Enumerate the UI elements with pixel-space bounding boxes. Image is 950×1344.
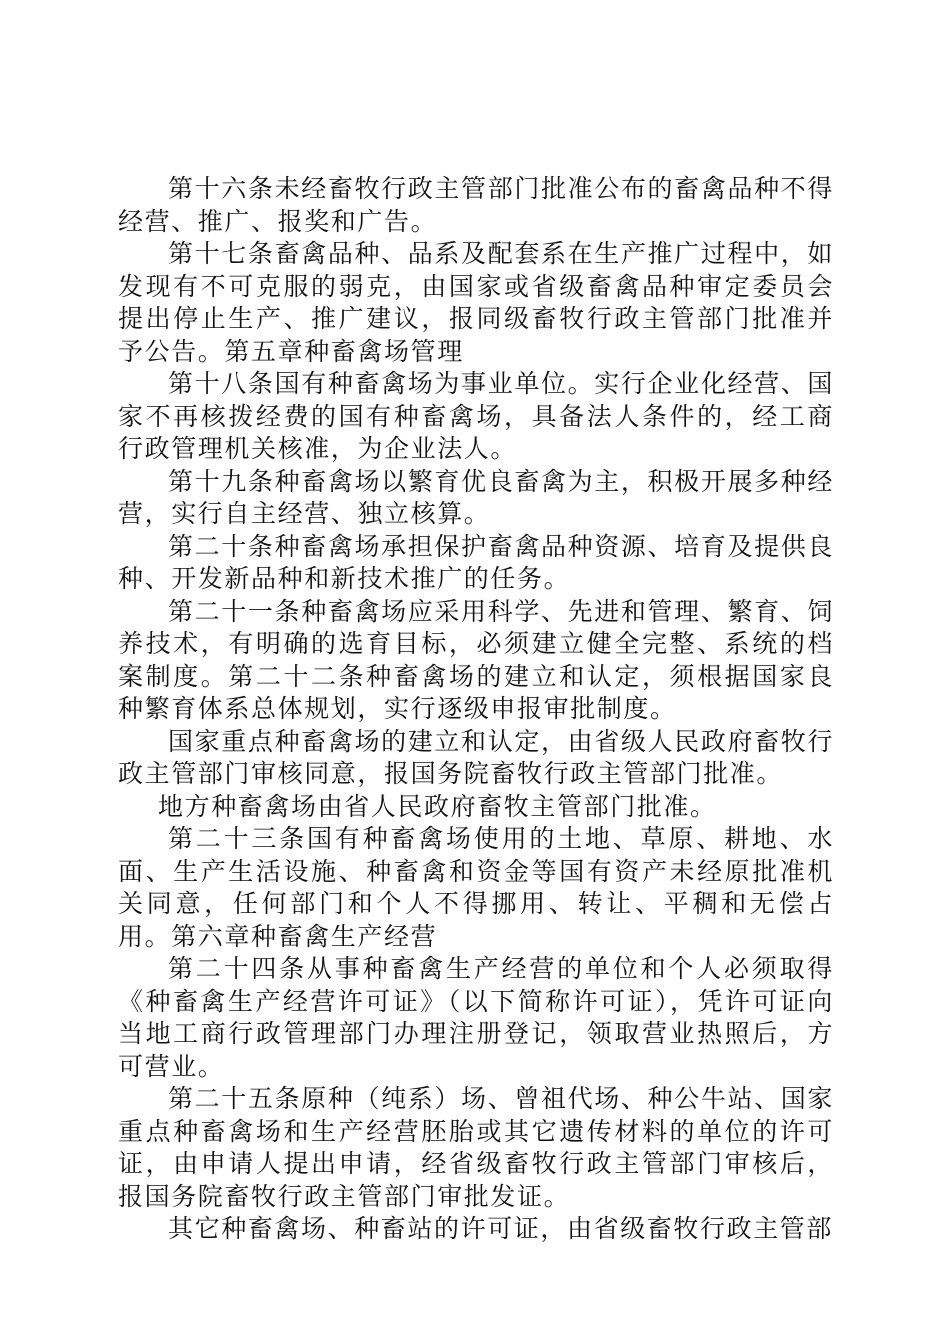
paragraph-article-24: 第二十四条从事种畜禽生产经营的单位和个人必须取得《种畜禽生产经营许可证》（以下简称许可证），凭许可证向当地工商行政管理部门办理注册登记，领取营业热照后，方可营业。	[118, 954, 834, 1081]
paragraph-article-19: 第十九条种畜禽场以繁育优良畜禽为主，积极开展多种经营，实行自主经营、独立核算。	[118, 466, 834, 528]
paragraph-article-16: 第十六条未经畜牧行政主管部门批准公布的畜禽品种不得经营、推广、报奖和广告。	[118, 174, 834, 236]
paragraph-article-17: 第十七条畜禽品种、品系及配套系在生产推广过程中，如发现有不可克服的弱克，由国家或省级畜禽品种审定委员会提出停止生产、推广建议，报同级畜牧行政主管部门批准并予公告。第五章种畜禽场管理	[118, 239, 834, 366]
paragraph-article-25: 第二十五条原种（纯系）场、曾祖代场、种公牛站、国家重点种畜禽场和生产经营胚胎或其它遗传材料的单位的许可证，由申请人提出申请，经省级畜牧行政主管部门审核后，报国务院畜牧行政主管部门审批发证。	[118, 1084, 834, 1211]
paragraph-article-21: 第二十一条种畜禽场应采用科学、先进和管理、繁育、饲养技术，有明确的选育目标，必须建立健全完整、系统的档案制度。第二十二条种畜禽场的建立和认定，须根据国家良种繁育体系总体规划，实行逐级申报审批制度。	[118, 596, 834, 723]
paragraph-article-23: 第二十三条国有种畜禽场使用的土地、草原、耕地、水面、生产生活设施、种畜禽和资金等国有资产未经原批准机关同意，任何部门和个人不得挪用、转让、平稠和无偿占用。第六章种畜禽生产经营	[118, 824, 834, 951]
paragraph-other-permits: 其它种畜禽场、种畜站的许可证，由省级畜牧行政主管部	[168, 1214, 834, 1243]
paragraph-local-farms: 地方种畜禽场由省人民政府畜牧主管部门批准。	[158, 791, 717, 821]
paragraph-national-farms: 国家重点种畜禽场的建立和认定，由省级人民政府畜牧行政主管部门审核同意，报国务院畜牧行政主管部门批准。	[118, 726, 834, 788]
paragraph-article-18: 第十八条国有种畜禽场为事业单位。实行企业化经营、国家不再核拨经费的国有种畜禽场，具备法人条件的，经工商行政管理机关核准，为企业法人。	[118, 369, 834, 463]
paragraph-article-20: 第二十条种畜禽场承担保护畜禽品种资源、培育及提供良种、开发新品种和新技术推广的任务。	[118, 531, 834, 593]
document-body	[118, 173, 834, 1246]
